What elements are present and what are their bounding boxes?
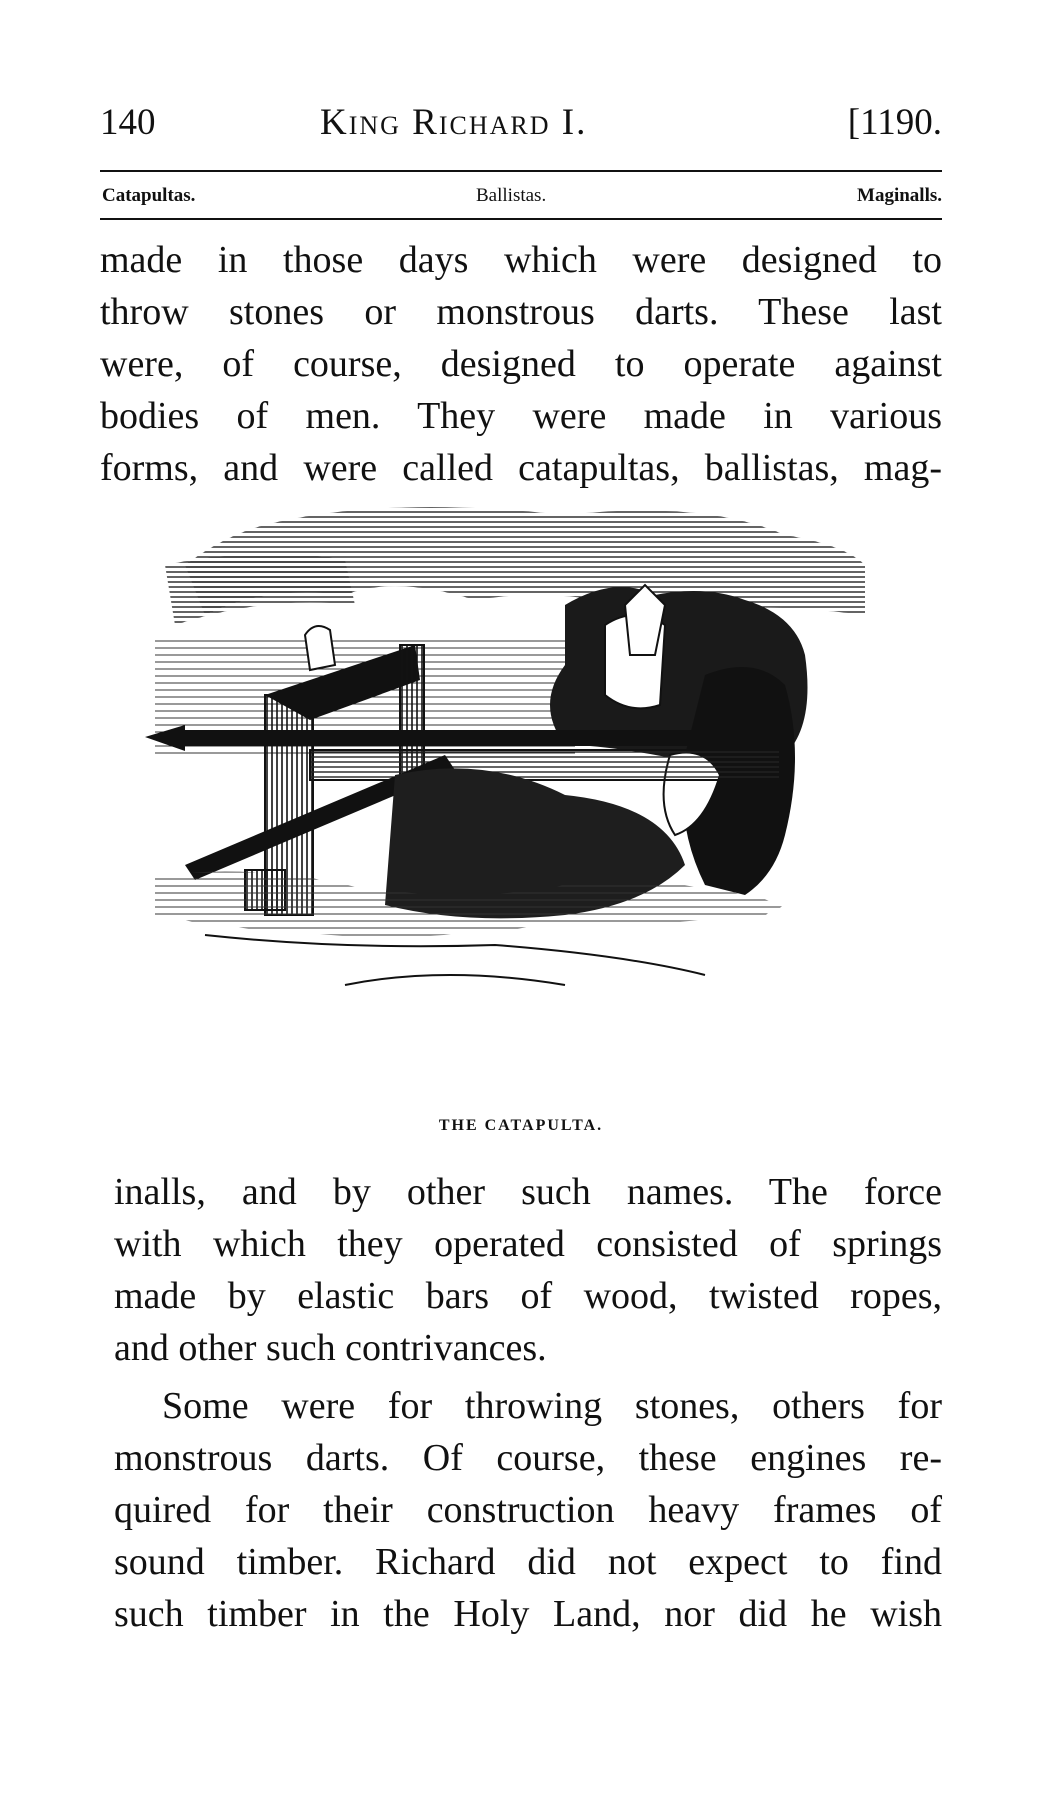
text-line: such timber in the Holy Land, nor did he wish [114, 1593, 942, 1635]
ground-line [205, 935, 705, 975]
paragraph-1 [100, 234, 942, 494]
catapult-dart [185, 730, 785, 746]
running-title: King Richard I. [320, 102, 588, 143]
sidenote-maginalls: Maginalls. [857, 185, 942, 206]
text-line: bodies of men. They were made in various [100, 395, 942, 437]
ground-line-lower [345, 975, 565, 985]
text-line: made by elastic bars of wood, twisted ropes, [114, 1275, 942, 1317]
header-rule-top [100, 170, 942, 172]
text-line: sound timber. Richard did not expect to find [114, 1541, 942, 1583]
cloud-left [165, 554, 355, 625]
text-line: inalls, and by other such names. The force [114, 1171, 942, 1213]
paragraph-3 [114, 1380, 942, 1640]
catapult-bed [310, 750, 780, 780]
page-number: 140 [100, 102, 156, 143]
text-line: forms, and were called catapultas, ballistas, mag- [100, 447, 942, 489]
engraving-illustration [145, 505, 905, 1125]
soldier-left [305, 626, 335, 670]
text-line: and other such contrivances. [114, 1327, 547, 1369]
text-line: throw stones or monstrous darts. These last [100, 291, 942, 333]
year-label: [1190. [847, 102, 942, 143]
text-line: quired for their construction heavy frames of [114, 1489, 942, 1531]
paragraph-2 [114, 1166, 942, 1374]
figure-caption: THE CATAPULTA. [438, 1117, 604, 1134]
sidenote-ballistas: Ballistas. [476, 185, 547, 206]
sidenote-catapultas: Catapultas. [102, 185, 196, 206]
catapulta-engraving [145, 505, 905, 1125]
text-line: monstrous darts. Of course, these engines re- [114, 1437, 942, 1479]
text-line: were, of course, designed to operate against [100, 343, 942, 385]
running-header [100, 98, 942, 148]
sidenote-bar [100, 178, 942, 214]
text-line: made in those days which were designed to [100, 239, 942, 281]
text-line: Some were for throwing stones, others for [162, 1385, 942, 1427]
text-line: with which they operated consisted of springs [114, 1223, 942, 1265]
header-rule-bottom [100, 218, 942, 220]
